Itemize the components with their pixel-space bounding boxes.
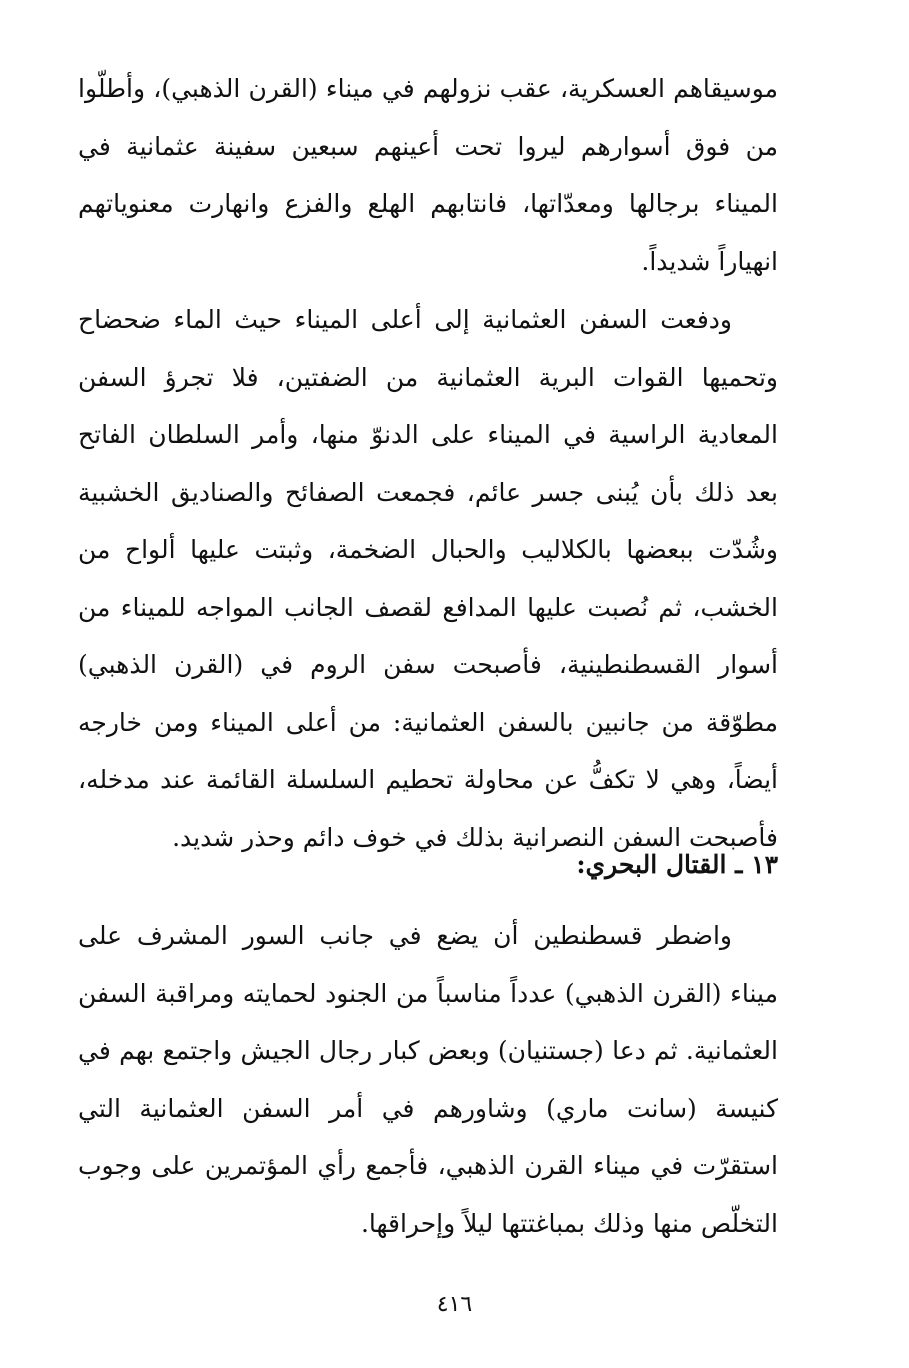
- paragraph-continuation: [78, 60, 778, 290]
- paragraph-text: واضطر قسطنطين أن يضع في جانب السور المشرف على ميناء (القرن الذهبي) عدداً مناسباً من الجنود لحمايته ومراقبة السفن العثمانية. ثم دعا (جستنيان) وبعض كبار رجال الجيش واجتمع بهم في كنيسة (سانت ماري) وشاورهم في أمر السفن العثمانية التي استقرّت في ميناء القرن الذهبي، فأجمع رأي المؤتمرين على وجوب التخلّص منها وذلك بمباغتتها ليلاً وإحراقها.: [78, 921, 778, 1238]
- section-heading: ١٣ ـ القتال البحري:: [576, 850, 778, 879]
- paragraph-text: موسيقاهم العسكرية، عقب نزولهم في ميناء (القرن الذهبي)، وأطلّوا من فوق أسوارهم ليروا تحت أعينهم سبعين سفينة عثمانية في الميناء برجالها ومعدّاتها، فانتابهم الهلع والفزع وانهارت معنوياتهم انهياراً شديداً.: [78, 74, 778, 276]
- paragraph-naval-battle: [78, 907, 778, 1252]
- paragraph-floating-bridge: [78, 291, 778, 866]
- page-number: ٤١٦: [436, 1292, 473, 1317]
- paragraph-text: ودفعت السفن العثمانية إلى أعلى الميناء حيث الماء ضحضاح وتحميها القوات البرية العثمانية من الضفتين، فلا تجرؤ السفن المعادية الراسية في الميناء على الدنوّ منها، وأمر السلطان الفاتح بعد ذلك بأن يُبنى جسر عائم، فجمعت الصفائح والصناديق الخشبية وشُدّت ببعضها بالكلاليب والحبال الضخمة، وثبتت عليها ألواح من الخشب، ثم نُصبت عليها المدافع لقصف الجانب المواجه للميناء من أسوار القسطنطينية، فأصبحت سفن الروم في (القرن الذهبي) مطوّقة من جانبين بالسفن العثمانية: من أعلى الميناء ومن خارجه أيضاً، وهي لا تكفُّ عن محاولة تحطيم السلسلة القائمة عند مدخله، فأصبحت السفن النصرانية بذلك في خوف دائم وحذر شديد.: [78, 305, 778, 852]
